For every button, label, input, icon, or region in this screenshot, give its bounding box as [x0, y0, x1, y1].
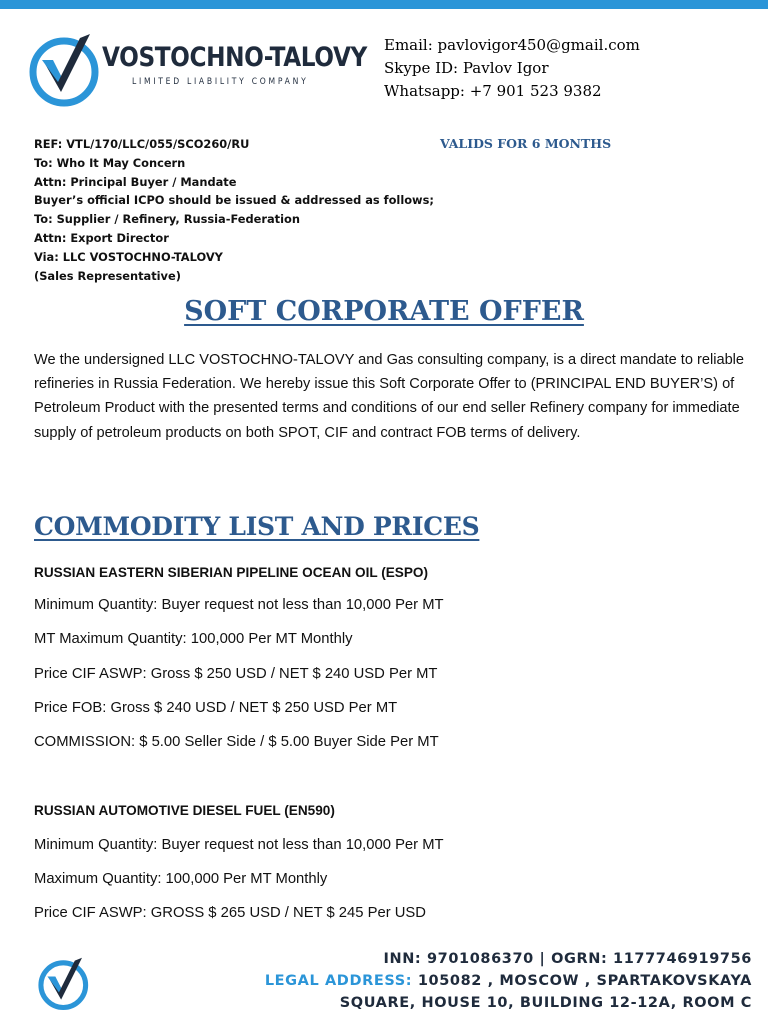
reference-block — [34, 135, 434, 285]
document-title — [0, 296, 768, 327]
product-line: Price CIF ASWP: Gross $ 250 USD / NET $ 240 USD Per MT — [34, 666, 438, 682]
whatsapp-text: Whatsapp: +7 901 523 9382 — [384, 82, 602, 100]
legal-address-text-1: 105082 , MOSCOW , SPARTAKOVSKAYA — [412, 973, 752, 989]
legal-address-line-1 — [265, 970, 752, 992]
commodity-heading: COMMODITY LIST AND PRICES — [34, 512, 480, 541]
contact-info — [384, 34, 640, 103]
validity-note: VALIDS FOR 6 MONTHS — [440, 136, 612, 151]
intro-paragraph: We the undersigned LLC VOSTOCHNO-TALOVY and Gas consulting company, is a direct mandate to reliable refineries in Russia Federation. We hereby issue this Soft Corporate Offer to (PRINCIPAL END BUYER’S) of Petroleum Product with the presented terms and conditions of our end seller Refinery company for immediate supply of petroleum products on both SPOT, CIF and contract FOB terms of delivery. — [34, 352, 745, 441]
legal-address-label: LEGAL ADDRESS: — [264, 973, 413, 989]
product-line: Price FOB: Gross $ 240 USD / NET $ 250 USD Per MT — [34, 700, 398, 716]
product-line: MT Maximum Quantity: 100,000 Per MT Monthly — [34, 631, 353, 647]
ref-line: Via: LLC VOSTOCHNO-TALOVY — [34, 249, 223, 264]
email-text: Email: pavlovigor450@gmail.com — [384, 36, 640, 54]
product-title-espo: RUSSIAN EASTERN SIBERIAN PIPELINE OCEAN OIL (ESPO) — [34, 565, 429, 580]
ref-line: To: Supplier / Refinery, Russia-Federation — [34, 212, 300, 227]
footer-logo-icon — [36, 952, 92, 1014]
company-name: VOSTOCHNO-TALOVY — [102, 42, 367, 73]
product-line: Minimum Quantity: Buyer request not less than 10,000 Per MT — [34, 837, 444, 853]
company-subtitle: LIMITED LIABILITY COMPANY — [132, 77, 309, 87]
footer-company-details — [265, 948, 752, 1014]
legal-address-line-2: SQUARE, HOUSE 10, BUILDING 12-12A, ROOM C — [339, 995, 752, 1011]
product-line: COMMISSION: $ 5.00 Seller Side / $ 5.00 Buyer Side Per MT — [34, 734, 439, 750]
product-title-diesel: RUSSIAN AUTOMOTIVE DIESEL FUEL (EN590) — [34, 803, 335, 818]
product-line: Price CIF ASWP: GROSS $ 265 USD / NET $ 245 Per USD — [34, 905, 426, 921]
ref-line: Attn: Export Director — [34, 230, 169, 245]
product-line: Minimum Quantity: Buyer request not less than 10,000 Per MT — [34, 597, 444, 613]
top-accent-bar — [0, 0, 768, 9]
company-logo — [28, 26, 367, 112]
document-title-text: SOFT CORPORATE OFFER — [184, 296, 584, 327]
ref-line: (Sales Representative) — [34, 268, 181, 283]
ref-line: Buyer’s official ICPO should be issued & addressed as follows; — [34, 193, 434, 208]
skype-text: Skype ID: Pavlov Igor — [384, 59, 549, 77]
ref-line: Attn: Principal Buyer / Mandate — [34, 174, 237, 189]
v-check-logo-icon — [28, 26, 102, 112]
registration-numbers: INN: 9701086370 | OGRN: 1177746919756 — [383, 951, 752, 967]
product-line: Maximum Quantity: 100,000 Per MT Monthly — [34, 871, 328, 887]
ref-line: To: Who It May Concern — [34, 155, 186, 170]
ref-line: REF: VTL/170/LLC/055/SCO260/RU — [34, 137, 250, 151]
